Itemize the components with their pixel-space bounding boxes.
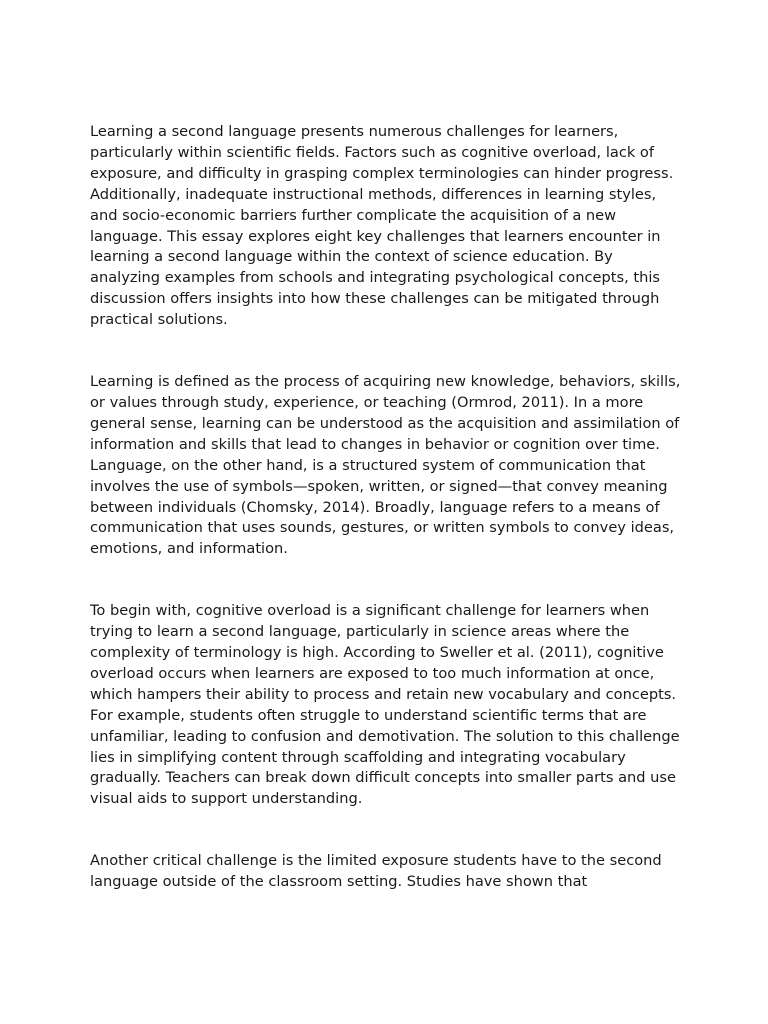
paragraph-limited-exposure: Another critical challenge is the limited exposure students have to the second language outside of the classroom setting. Studies have shown that	[90, 852, 662, 891]
paragraph-definitions: Learning is defined as the process of acquiring new knowledge, behaviors, skills, or values through study, experience, or teaching (Ormrod, 2011). In a more general sense, learning can be understood as the acquisition and assimilation of information and skills that lead to changes in behavior or cognition over time. Language, on the other hand, is a structured system of communication that involves the use of symbols—spoken, written, or signed—that convey meaning between individuals (Chomsky, 2014). Broadly, language refers to a means of communication that uses sounds, gestures, or written symbols to convey ideas, emotions, and information.	[90, 373, 681, 558]
paragraph-cognitive-overload: To begin with, cognitive overload is a significant challenge for learners when trying to learn a second language, particularly in science areas where the complexity of terminology is high. According to Sweller et al. (2011), cognitive overload occurs when learners are exposed to too much information at once, which hampers their ability to process and retain new vocabulary and concepts. For example, students often struggle to understand scientific terms that are unfamiliar, leading to confusion and demotivation. The solution to this challenge lies in simplifying content through scaffolding and integrating vocabulary gradually. Teachers can break down difficult concepts into smaller parts and use visual aids to support understanding.	[90, 602, 680, 808]
paragraph-introduction: Learning a second language presents numerous challenges for learners, particularly within scientific fields. Factors such as cognitive overload, lack of exposure, and difficulty in grasping complex terminologies can hinder progress. Additionally, inadequate instructional methods, differences in learning styles, and socio-economic barriers further complicate the acquisition of a new language. This essay explores eight key challenges that learners encounter in learning a second language within the context of science education. By analyzing examples from schools and integrating psychological concepts, this discussion offers insights into how these challenges can be mitigated through practical solutions.	[90, 123, 674, 329]
document-body	[90, 122, 682, 934]
